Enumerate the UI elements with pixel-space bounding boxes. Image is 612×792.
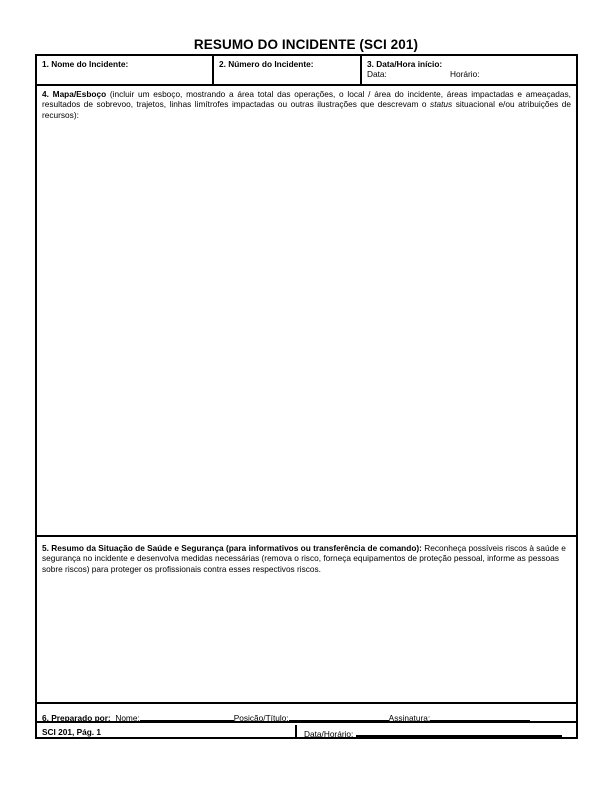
preparer-position-label: Posição/Título: (233, 713, 289, 723)
footer-datetime-label: Data/Horário: (304, 729, 354, 739)
incident-summary-form (35, 54, 578, 739)
start-date-field[interactable] (367, 69, 387, 79)
prepared-by-label: 6. Preparado por: (42, 713, 111, 723)
preparer-position-input[interactable] (289, 711, 389, 721)
header-row (37, 56, 576, 86)
map-sketch-title: 4. Mapa/Esboço (42, 89, 107, 99)
map-sketch-status-word: status (430, 99, 453, 110)
health-safety-instructions: Reconheça possíveis riscos à saúde e segurança no incidente e desenvolva medidas necessárias (remova o risco, forneça equipamentos de proteção pessoal, informe as pessoas sobre riscos) para proteger os profissionais contra esses respectivos riscos. (42, 543, 566, 574)
start-datetime-label: 3. Data/Hora início: (367, 59, 443, 69)
start-datetime-field (362, 56, 576, 84)
footer-row (37, 725, 576, 737)
preparer-name-input[interactable] (140, 711, 234, 721)
start-date-label: Data: (367, 69, 387, 79)
footer-datetime-field (299, 725, 576, 737)
start-time-field[interactable] (450, 69, 480, 79)
form-title: RESUMO DO INCIDENTE (SCI 201) (193, 37, 419, 52)
health-safety-instructions-block (42, 543, 571, 574)
start-time-label: Horário: (450, 69, 480, 79)
prepared-by-row (37, 706, 576, 723)
health-safety-title: 5. Resumo da Situação de Saúde e Segurança (para informativos ou transferência de comando): (42, 543, 422, 553)
health-safety-section[interactable] (37, 539, 576, 704)
incident-name-label: 1. Nome do Incidente: (42, 59, 129, 69)
map-sketch-section[interactable] (37, 86, 576, 537)
incident-name-field[interactable] (37, 56, 214, 84)
incident-number-field[interactable] (214, 56, 362, 84)
footer-datetime-input[interactable] (356, 727, 562, 737)
incident-number-label: 2. Número do Incidente: (219, 59, 314, 69)
map-sketch-instructions: (incluir um esboço, mostrando a área total das operações, o local / área do incidente, áreas impactadas e ameaçadas, resultados de sobrevoo, trajetos, linhas limítrofes impactadas ou outras ilustrações que descrevam o (42, 89, 571, 110)
map-sketch-instructions-end: situacional e/ou atribuições de recursos): (42, 99, 571, 120)
preparer-signature-input[interactable] (430, 711, 530, 721)
preparer-signature-label: Assinatura: (388, 713, 431, 723)
page-indicator: SCI 201, Pág. 1 (37, 725, 297, 737)
preparer-name-label: Nome: (115, 713, 140, 723)
